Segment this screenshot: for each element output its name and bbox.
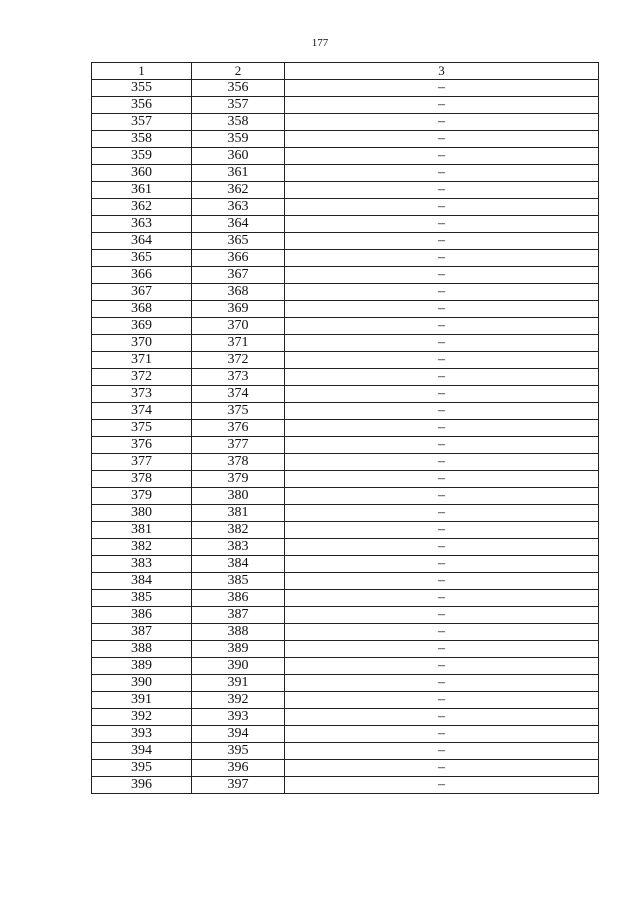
table-cell-col-1: 372 (92, 369, 192, 386)
table-row (92, 420, 599, 437)
table-cell-col-1: 369 (92, 318, 192, 335)
table-cell-col-1: 374 (92, 403, 192, 420)
table-row (92, 114, 599, 131)
table-cell-col-1: 376 (92, 437, 192, 454)
table-cell-col-2: 381 (192, 505, 285, 522)
table-cell-col-3: – (285, 199, 599, 216)
table-cell-col-3: – (285, 743, 599, 760)
table-row (92, 692, 599, 709)
table-row (92, 250, 599, 267)
table-row (92, 624, 599, 641)
table-cell-col-3: – (285, 80, 599, 97)
table-cell-col-1: 377 (92, 454, 192, 471)
table-cell-col-2: 384 (192, 556, 285, 573)
table-cell-col-3: – (285, 777, 599, 794)
table-cell-col-2: 396 (192, 760, 285, 777)
table-cell-col-2: 378 (192, 454, 285, 471)
table-cell-col-3: – (285, 539, 599, 556)
table-cell-col-2: 357 (192, 97, 285, 114)
table-row (92, 539, 599, 556)
table-cell-col-2: 369 (192, 301, 285, 318)
table-cell-col-2: 393 (192, 709, 285, 726)
table-cell-col-1: 356 (92, 97, 192, 114)
table-cell-col-2: 388 (192, 624, 285, 641)
table-cell-col-2: 374 (192, 386, 285, 403)
table-cell-col-1: 379 (92, 488, 192, 505)
table-cell-col-1: 391 (92, 692, 192, 709)
table-cell-col-1: 375 (92, 420, 192, 437)
table-cell-col-2: 370 (192, 318, 285, 335)
table-cell-col-2: 395 (192, 743, 285, 760)
table-cell-col-1: 370 (92, 335, 192, 352)
table-cell-col-3: – (285, 658, 599, 675)
table-cell-col-2: 376 (192, 420, 285, 437)
table-cell-col-2: 360 (192, 148, 285, 165)
table-cell-col-3: – (285, 335, 599, 352)
table-row (92, 658, 599, 675)
table-row (92, 522, 599, 539)
table-row (92, 284, 599, 301)
table-row (92, 369, 599, 386)
table-row (92, 675, 599, 692)
table-cell-col-1: 390 (92, 675, 192, 692)
table-cell-col-3: – (285, 505, 599, 522)
table-cell-col-1: 381 (92, 522, 192, 539)
table-row (92, 471, 599, 488)
table-row (92, 352, 599, 369)
table-row (92, 97, 599, 114)
table-row (92, 386, 599, 403)
table-cell-col-1: 378 (92, 471, 192, 488)
table-cell-col-1: 365 (92, 250, 192, 267)
table-cell-col-3: – (285, 301, 599, 318)
table-cell-col-2: 361 (192, 165, 285, 182)
table-cell-col-3: – (285, 624, 599, 641)
table-cell-col-2: 363 (192, 199, 285, 216)
table-row (92, 743, 599, 760)
table-row (92, 131, 599, 148)
table-row (92, 641, 599, 658)
table-cell-col-1: 386 (92, 607, 192, 624)
table-cell-col-3: – (285, 267, 599, 284)
table-cell-col-2: 373 (192, 369, 285, 386)
table-row (92, 301, 599, 318)
table-cell-col-2: 389 (192, 641, 285, 658)
table-cell-col-2: 359 (192, 131, 285, 148)
table-cell-col-3: – (285, 97, 599, 114)
table-cell-col-3: – (285, 726, 599, 743)
table-row (92, 318, 599, 335)
table-cell-col-3: – (285, 284, 599, 301)
header-row (92, 63, 599, 80)
page-number: 177 (311, 37, 329, 49)
table-row (92, 760, 599, 777)
table-row (92, 165, 599, 182)
table-cell-col-1: 357 (92, 114, 192, 131)
table-cell-col-1: 366 (92, 267, 192, 284)
table-row (92, 199, 599, 216)
table-row (92, 437, 599, 454)
table-cell-col-3: – (285, 420, 599, 437)
table-cell-col-2: 387 (192, 607, 285, 624)
table-cell-col-1: 359 (92, 148, 192, 165)
table-row (92, 709, 599, 726)
table-row (92, 267, 599, 284)
table-cell-col-1: 396 (92, 777, 192, 794)
table-row (92, 590, 599, 607)
table-cell-col-2: 385 (192, 573, 285, 590)
table-row (92, 488, 599, 505)
table-cell-col-3: – (285, 233, 599, 250)
table-cell-col-1: 382 (92, 539, 192, 556)
table-cell-col-3: – (285, 148, 599, 165)
table-cell-col-2: 371 (192, 335, 285, 352)
table-cell-col-3: – (285, 675, 599, 692)
table-cell-col-2: 377 (192, 437, 285, 454)
table-cell-col-1: 363 (92, 216, 192, 233)
table-cell-col-3: – (285, 165, 599, 182)
table-cell-col-2: 366 (192, 250, 285, 267)
table-cell-col-1: 355 (92, 80, 192, 97)
table-cell-col-2: 379 (192, 471, 285, 488)
table-cell-col-2: 383 (192, 539, 285, 556)
table-body (92, 80, 599, 794)
table-cell-col-1: 385 (92, 590, 192, 607)
column-header-1: 1 (92, 63, 192, 80)
table-cell-col-3: – (285, 318, 599, 335)
table-cell-col-1: 362 (92, 199, 192, 216)
table-cell-col-1: 383 (92, 556, 192, 573)
column-header-3: 3 (285, 63, 599, 80)
table-cell-col-1: 392 (92, 709, 192, 726)
table-cell-col-2: 392 (192, 692, 285, 709)
column-header-2: 2 (192, 63, 285, 80)
table-cell-col-2: 380 (192, 488, 285, 505)
table-cell-col-1: 368 (92, 301, 192, 318)
table-cell-col-3: – (285, 369, 599, 386)
table-cell-col-1: 393 (92, 726, 192, 743)
table-cell-col-3: – (285, 573, 599, 590)
table-cell-col-1: 394 (92, 743, 192, 760)
table-row (92, 80, 599, 97)
table-cell-col-3: – (285, 182, 599, 199)
table-cell-col-1: 361 (92, 182, 192, 199)
table-row (92, 335, 599, 352)
table-row (92, 233, 599, 250)
table-cell-col-2: 390 (192, 658, 285, 675)
table-cell-col-3: – (285, 250, 599, 267)
data-table (91, 62, 599, 794)
table-cell-col-1: 367 (92, 284, 192, 301)
table-cell-col-3: – (285, 216, 599, 233)
table-cell-col-1: 373 (92, 386, 192, 403)
table-cell-col-2: 397 (192, 777, 285, 794)
table-row (92, 454, 599, 471)
table-row (92, 726, 599, 743)
table-cell-col-2: 375 (192, 403, 285, 420)
table-cell-col-2: 364 (192, 216, 285, 233)
table-row (92, 403, 599, 420)
table-cell-col-2: 372 (192, 352, 285, 369)
table-cell-col-3: – (285, 471, 599, 488)
table-cell-col-3: – (285, 522, 599, 539)
table-cell-col-1: 380 (92, 505, 192, 522)
table-cell-col-2: 358 (192, 114, 285, 131)
table-row (92, 777, 599, 794)
table-cell-col-1: 389 (92, 658, 192, 675)
table-cell-col-3: – (285, 607, 599, 624)
table-cell-col-2: 368 (192, 284, 285, 301)
table-cell-col-2: 367 (192, 267, 285, 284)
table-cell-col-1: 371 (92, 352, 192, 369)
table-cell-col-2: 391 (192, 675, 285, 692)
table-cell-col-3: – (285, 403, 599, 420)
table-cell-col-3: – (285, 692, 599, 709)
table-cell-col-3: – (285, 760, 599, 777)
table-cell-col-3: – (285, 488, 599, 505)
table-row (92, 148, 599, 165)
table-cell-col-1: 360 (92, 165, 192, 182)
table-cell-col-1: 395 (92, 760, 192, 777)
table-row (92, 607, 599, 624)
table-cell-col-1: 364 (92, 233, 192, 250)
table-cell-col-1: 358 (92, 131, 192, 148)
table-cell-col-3: – (285, 386, 599, 403)
table-cell-col-2: 362 (192, 182, 285, 199)
table-cell-col-3: – (285, 131, 599, 148)
table-cell-col-1: 387 (92, 624, 192, 641)
table-cell-col-3: – (285, 454, 599, 471)
table-cell-col-2: 394 (192, 726, 285, 743)
table-cell-col-3: – (285, 556, 599, 573)
table-cell-col-1: 388 (92, 641, 192, 658)
table-cell-col-2: 382 (192, 522, 285, 539)
table-cell-col-3: – (285, 590, 599, 607)
table-row (92, 573, 599, 590)
table-header (92, 63, 599, 80)
table-row (92, 556, 599, 573)
table-cell-col-3: – (285, 352, 599, 369)
table-cell-col-3: – (285, 437, 599, 454)
table-row (92, 182, 599, 199)
table-cell-col-1: 384 (92, 573, 192, 590)
table-cell-col-2: 356 (192, 80, 285, 97)
table-cell-col-3: – (285, 641, 599, 658)
table-cell-col-3: – (285, 709, 599, 726)
table-row (92, 505, 599, 522)
table-cell-col-2: 386 (192, 590, 285, 607)
table-cell-col-2: 365 (192, 233, 285, 250)
table-cell-col-3: – (285, 114, 599, 131)
table-row (92, 216, 599, 233)
